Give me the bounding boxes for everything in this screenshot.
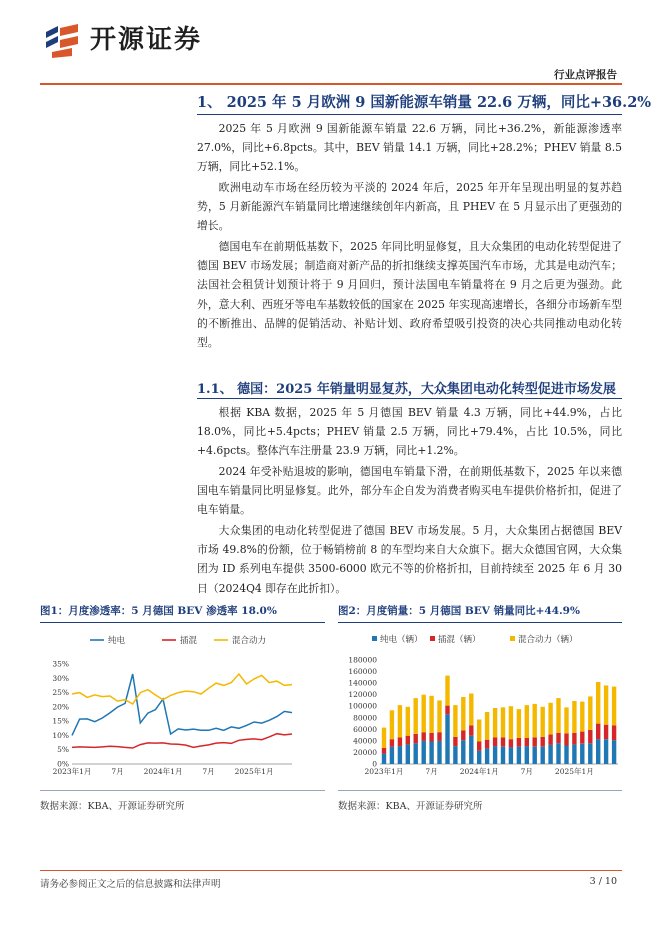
bar-segment xyxy=(596,724,600,740)
footer-divider xyxy=(40,870,622,871)
y-tick-label: 160000 xyxy=(348,667,377,677)
bar-segment xyxy=(572,701,576,733)
bar-segment xyxy=(580,702,584,732)
x-tick-label: 2025年1月 xyxy=(554,767,594,776)
legend-label: 混合动力 xyxy=(232,636,267,646)
bar-segment xyxy=(604,685,608,724)
x-tick-label: 7月 xyxy=(111,767,124,776)
bar-segment xyxy=(461,731,465,741)
legend-label: 插混 xyxy=(180,636,198,646)
figure-2-title-rule xyxy=(338,622,622,623)
bar-segment xyxy=(414,734,418,743)
bar-segment xyxy=(596,739,600,764)
bar-segment xyxy=(437,700,441,732)
figure-2-stacked-bar-chart xyxy=(338,626,628,786)
y-tick-label: 30% xyxy=(52,673,69,683)
section-1-title: 1、 2025 年 5 月欧洲 9 国新能源车销量 22.6 万辆，同比+36.2% xyxy=(197,94,652,111)
bar-segment xyxy=(429,733,433,742)
y-tick-label: 40000 xyxy=(353,736,377,746)
bar-segment xyxy=(548,703,552,735)
y-tick-label: 25% xyxy=(52,688,69,698)
y-tick-label: 20% xyxy=(52,702,69,712)
y-tick-label: 60000 xyxy=(353,724,377,734)
bar-segment xyxy=(477,720,481,742)
legend-swatch xyxy=(510,636,515,641)
section-1-paragraph-3: 德国电车在前期低基数下，2025 年同比明显修复，且大众集团的电动化转型促进了德国 BEV 市场发展；制造商对新产品的折扣继续支撑英国汽车市场，尤其是电动汽车；法国社会租赁计划预计将于 9 月回归，预计法国电车销量将在 9 月之后更为强劲。此外，意大利、西班牙等电车基数较低的国家在 2025 年实现高速增长，各细分市场新车型的不断推出、品牌的促销活动、补贴计划、政府希望吸引投资的决心共同推动电动化转型。 xyxy=(197,240,622,350)
bar-segment xyxy=(453,705,457,737)
x-tick-label: 7月 xyxy=(202,767,215,776)
figure-2-bottom-rule xyxy=(338,790,622,791)
bar-segment xyxy=(580,744,584,764)
y-tick-label: 0 xyxy=(372,759,377,769)
y-tick-label: 5% xyxy=(57,745,69,755)
bar-segment xyxy=(390,710,394,739)
bar-segment xyxy=(382,754,386,764)
bar-segment xyxy=(533,704,537,738)
bar-segment xyxy=(572,744,576,764)
bar-segment xyxy=(588,743,592,764)
bar-segment xyxy=(406,736,410,745)
bar-segment xyxy=(541,747,545,764)
bar-segment xyxy=(445,714,449,764)
bar-segment xyxy=(541,737,545,747)
bar-segment xyxy=(453,737,457,746)
legend-label: 插混（辆） xyxy=(438,635,481,645)
bar-segment xyxy=(485,740,489,749)
bar-segment xyxy=(541,707,545,737)
header-divider xyxy=(40,83,622,85)
figure-1-bottom-rule xyxy=(40,790,325,791)
bar-segment xyxy=(398,746,402,764)
section-1-1-paragraph-1: 根据 KBA 数据，2025 年 5 月德国 BEV 销量 4.3 万辆，同比+44.9%，占比 18.0%，同比+5.4pcts；PHEV 销量 2.5 万辆，同比+79.4%，占比 10.5%，同比+4.6pcts。整体汽车注册量 23.9 万辆，同比+1.2%。 xyxy=(197,406,622,458)
y-tick-label: 120000 xyxy=(348,690,377,700)
section-1-1-title: 1.1、 德国：2025 年销量明显复苏，大众集团电动化转型促进市场发展 xyxy=(197,382,616,397)
bar-segment xyxy=(414,698,418,734)
bar-segment xyxy=(525,746,529,764)
bar-segment xyxy=(501,707,505,737)
series-line xyxy=(72,674,292,735)
bar-segment xyxy=(493,708,497,738)
bar-segment xyxy=(596,682,600,724)
bar-segment xyxy=(548,745,552,764)
bar-segment xyxy=(533,747,537,764)
bar-segment xyxy=(517,747,521,764)
legend-label: 纯电（辆） xyxy=(380,635,423,645)
figure-1-title-rule xyxy=(40,622,325,623)
y-tick-label: 35% xyxy=(52,659,69,669)
bar-segment xyxy=(533,737,537,746)
bar-segment xyxy=(469,725,473,735)
bar-segment xyxy=(564,733,568,745)
bar-segment xyxy=(564,746,568,765)
bar-segment xyxy=(382,748,386,754)
bar-segment xyxy=(509,706,513,739)
brand-name: 开源证券 xyxy=(90,25,203,55)
bar-segment xyxy=(525,705,529,738)
x-tick-label: 7月 xyxy=(520,767,533,776)
bar-segment xyxy=(604,725,608,739)
bar-segment xyxy=(422,695,426,733)
footer-disclaimer: 请务必参阅正文之后的信息披露和法律声明 xyxy=(40,879,221,890)
legend-swatch xyxy=(430,636,435,641)
y-tick-label: 20000 xyxy=(353,747,377,757)
bar-segment xyxy=(556,698,560,733)
figure-1-source: 数据来源：KBA、开源证券研究所 xyxy=(40,801,185,812)
x-tick-label: 2023年1月 xyxy=(52,767,92,776)
section-1-paragraph-2: 欧洲电动车市场在经历较为平淡的 2024 年后，2025 年开年呈现出明显的复苏趋势，5 月新能源汽车销量同比增速继续创年内新高，且 PHEV 在 5 月显示出了更强劲的增长。 xyxy=(197,181,622,233)
x-tick-label: 2024年1月 xyxy=(459,767,499,776)
bar-segment xyxy=(485,712,489,740)
bar-segment xyxy=(437,732,441,741)
page-number: 3 / 10 xyxy=(589,876,617,887)
figure-1-title: 图1：月度渗透率：5 月德国 BEV 渗透率 18.0% xyxy=(40,605,277,617)
bar-segment xyxy=(414,743,418,764)
bar-segment xyxy=(548,735,552,745)
brand-logo-icon xyxy=(44,22,80,58)
bar-segment xyxy=(612,740,616,764)
bar-segment xyxy=(485,748,489,764)
section-1-1-paragraph-2: 2024 年受补贴退坡的影响，德国电车销量下滑，在前期低基数下，2025 年以来德国电车销量同比明显修复。此外，部分车企自发为消费者购买电车提供价格折扣，促进了电车销量。 xyxy=(197,465,622,517)
y-tick-label: 80000 xyxy=(353,713,377,723)
bar-segment xyxy=(612,687,616,726)
section-1-paragraph-1: 2025 年 5 月欧洲 9 国新能源车销量 22.6 万辆，同比+36.2%，新能源渗透率 27.0%，同比+6.8pcts。其中，BEV 销量 14.1 万辆，同比+28.2%；PHEV 销量 8.5 万辆，同比+52.1%。 xyxy=(197,122,622,174)
bar-segment xyxy=(493,737,497,746)
x-tick-label: 2023年1月 xyxy=(364,767,404,776)
bar-segment xyxy=(556,743,560,764)
section-1-1-paragraph-3: 大众集团的电动化转型促进了德国 BEV 市场发展。5 月，大众集团占据德国 BEV 市场 49.8%的份额，位于畅销榜前 8 的车型均来自大众旗下。据大众德国官网，大众集团为 ID 系列电车提供 3500-6000 欧元不等的价格折扣，目前持续至 2025 年 6 月 30 日（2024Q4 即存在此折扣）。 xyxy=(197,524,622,595)
bar-segment xyxy=(453,746,457,764)
y-tick-label: 0% xyxy=(57,759,69,769)
bar-segment xyxy=(422,732,426,741)
bar-segment xyxy=(390,747,394,764)
bar-segment xyxy=(509,747,513,764)
bar-segment xyxy=(564,707,568,733)
bar-segment xyxy=(501,737,505,746)
x-tick-label: 2024年1月 xyxy=(143,767,183,776)
series-line xyxy=(72,734,292,748)
bar-segment xyxy=(429,696,433,733)
bar-segment xyxy=(509,739,513,747)
bar-segment xyxy=(612,725,616,740)
report-type-label: 行业点评报告 xyxy=(554,69,617,81)
bar-segment xyxy=(469,694,473,726)
bar-segment xyxy=(477,751,481,764)
bar-segment xyxy=(477,742,481,751)
legend-label: 纯电 xyxy=(108,636,126,646)
bar-segment xyxy=(461,697,465,731)
bar-segment xyxy=(556,733,560,743)
bar-segment xyxy=(604,739,608,764)
bar-segment xyxy=(398,737,402,746)
y-tick-label: 15% xyxy=(52,716,69,726)
bar-segment xyxy=(517,738,521,747)
bar-segment xyxy=(382,728,386,748)
bar-segment xyxy=(501,747,505,764)
bar-segment xyxy=(588,730,592,743)
bar-segment xyxy=(525,738,529,746)
legend-swatch xyxy=(372,636,377,641)
figure-2-source: 数据来源：KBA、开源证券研究所 xyxy=(338,801,483,812)
bar-segment xyxy=(390,739,394,747)
bar-segment xyxy=(461,740,465,764)
legend-label: 混合动力（辆） xyxy=(518,635,578,645)
section-1-1-title-rule xyxy=(197,398,622,399)
y-tick-label: 180000 xyxy=(348,655,377,665)
bar-segment xyxy=(429,742,433,765)
bar-segment xyxy=(580,732,584,744)
section-1-title-rule xyxy=(197,114,622,115)
y-tick-label: 140000 xyxy=(348,678,377,688)
bar-segment xyxy=(588,696,592,730)
bar-segment xyxy=(493,746,497,764)
figure-1-line-chart xyxy=(40,626,330,786)
bar-segment xyxy=(517,709,521,738)
bar-segment xyxy=(422,741,426,764)
x-tick-label: 2025年1月 xyxy=(234,767,274,776)
bar-segment xyxy=(437,741,441,764)
series-line xyxy=(72,674,292,704)
bar-segment xyxy=(469,736,473,764)
bar-segment xyxy=(445,676,449,706)
y-tick-label: 100000 xyxy=(348,701,377,711)
bar-segment xyxy=(398,705,402,737)
bar-segment xyxy=(406,744,410,764)
y-tick-label: 10% xyxy=(52,730,69,740)
figure-2-title: 图2：月度销量：5 月德国 BEV 销量同比+44.9% xyxy=(338,605,580,617)
bar-segment xyxy=(572,733,576,745)
bar-segment xyxy=(445,706,449,715)
x-tick-label: 7月 xyxy=(425,767,438,776)
bar-segment xyxy=(406,707,410,736)
